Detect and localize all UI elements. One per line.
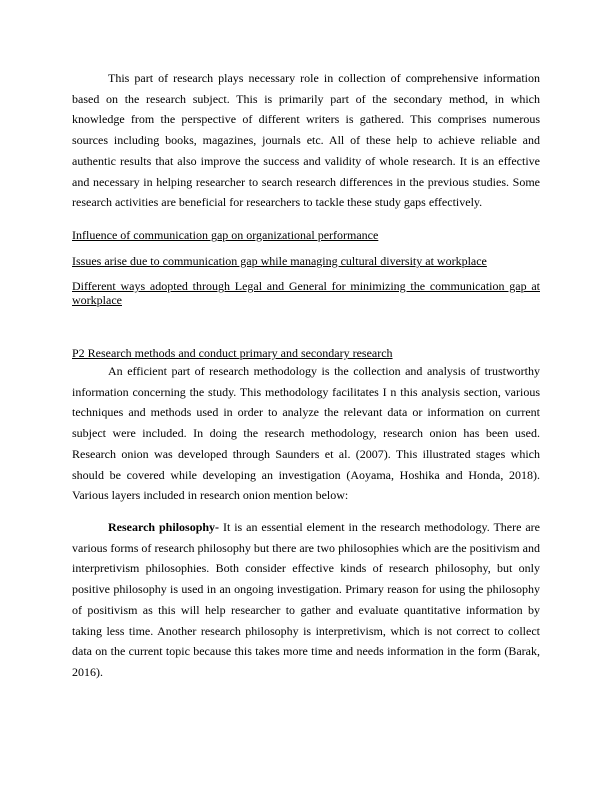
methods-section <box>72 346 540 506</box>
research-philosophy-text: It is an essential element in the research methodology. There are various forms of research philosophy but there are two philosophies which are the positivism and interpretivism philosophies. Both consider effective kinds of research philosophy, but only positive philosophy is used in an ongoing investigation. Primary reason for using the philosophy of positivism as this will help researcher to gather and evaluate quantitative information by taking less time. Another research philosophy is interpretivism, which is not correct to collect data on the current topic because this takes more time and needs information in the form (Barak, 2016). <box>72 520 540 679</box>
research-philosophy-paragraph <box>72 517 540 683</box>
section-heading: P2 Research methods and conduct primary and secondary research <box>72 346 393 360</box>
link-legal-general-ways[interactable]: Different ways adopted through Legal and General for minimizing the communication gap at workplace <box>72 279 540 307</box>
link-communication-gap-performance[interactable]: Influence of communication gap on organizational performance <box>72 228 379 242</box>
intro-paragraph: This part of research plays necessary role in collection of comprehensive information based on the research subject. This is primarily part of the secondary method, in which knowledge from the perspective of different writers is gathered. This comprises numerous sources including books, magazines, journals etc. All of these help to achieve reliable and authentic results that also improve the success and validity of whole research. It is an effective and necessary in helping researcher to search research differences in the previous studies. Some research activities are beneficial for researchers to tackle these study gaps effectively. <box>72 71 540 210</box>
research-philosophy-term: Research philosophy- <box>108 520 220 534</box>
methodology-paragraph: An efficient part of research methodology is the collection and analysis of trustworthy information concerning the study. This methodology facilitates I n this analysis section, various techniques and methods used in order to analyze the relevant data or information on current subject were included. In doing the research methodology, research onion has been used. Research onion was developed through Saunders et al. (2007). This illustrated stages which should be covered while developing an investigation (Aoyama, Hoshika and Honda, 2018). Various layers included in research onion mention below: <box>72 364 540 503</box>
link-cultural-diversity-issues[interactable]: Issues arise due to communication gap while managing cultural diversity at workplace <box>72 254 487 268</box>
